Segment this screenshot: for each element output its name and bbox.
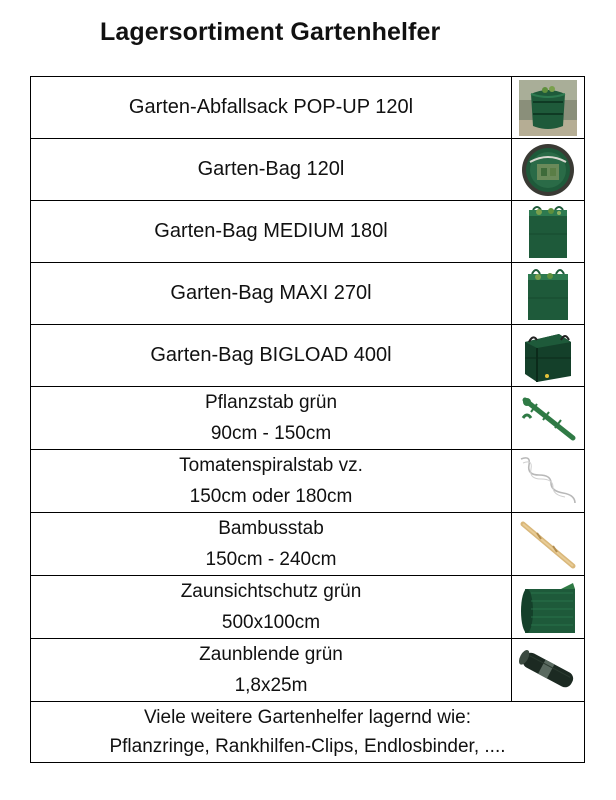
product-size: 150cm - 240cm bbox=[205, 549, 337, 570]
product-table bbox=[30, 76, 585, 763]
product-name: Bambusstab bbox=[218, 518, 324, 539]
table-row bbox=[31, 263, 585, 325]
page-title: Lagersortiment Gartenhelfer bbox=[100, 18, 441, 46]
table-row bbox=[31, 139, 585, 201]
table-row bbox=[31, 576, 585, 639]
plant-stake-photo-icon bbox=[512, 387, 585, 450]
product-label bbox=[31, 139, 512, 201]
product-name: Garten-Bag MAXI 270l bbox=[170, 282, 372, 304]
product-name: Garten-Bag 120l bbox=[197, 158, 345, 180]
product-name: Zaunblende grün bbox=[199, 644, 343, 665]
table-row bbox=[31, 639, 585, 702]
green-garden-bag-photo-icon bbox=[512, 263, 585, 325]
product-size: 90cm - 150cm bbox=[210, 423, 332, 444]
folded-garden-bag-photo-icon bbox=[512, 139, 585, 201]
product-label bbox=[31, 513, 512, 576]
product-size: 1,8x25m bbox=[234, 675, 308, 696]
popup-garden-bag-photo-icon bbox=[512, 77, 585, 139]
product-size: 500x100cm bbox=[221, 612, 321, 633]
product-name: Zaunsichtschutz grün bbox=[180, 581, 362, 602]
footer-line-2: Pflanzringe, Rankhilfen-Clips, Endlosbinder, .... bbox=[109, 736, 506, 757]
product-name: Tomatenspiralstab vz. bbox=[179, 455, 363, 476]
product-size: 150cm oder 180cm bbox=[189, 486, 353, 507]
product-label bbox=[31, 77, 512, 139]
table-row bbox=[31, 450, 585, 513]
product-label bbox=[31, 325, 512, 387]
product-label bbox=[31, 639, 512, 702]
table-row bbox=[31, 387, 585, 450]
table-row bbox=[31, 325, 585, 387]
table-row bbox=[31, 702, 585, 763]
fence-screen-roll-photo-icon bbox=[512, 639, 585, 702]
bamboo-stick-photo-icon bbox=[512, 513, 585, 576]
green-garden-bag-photo-icon bbox=[512, 201, 585, 263]
product-label bbox=[31, 450, 512, 513]
footer-line-1: Viele weitere Gartenhelfer lagernd wie: bbox=[143, 707, 472, 728]
product-label bbox=[31, 576, 512, 639]
footer-note bbox=[31, 702, 585, 763]
product-name: Garten-Bag MEDIUM 180l bbox=[154, 220, 388, 242]
product-name: Garten-Bag BIGLOAD 400l bbox=[150, 344, 392, 366]
product-label bbox=[31, 387, 512, 450]
table-row bbox=[31, 77, 585, 139]
bigload-bag-photo-icon bbox=[512, 325, 585, 387]
table-row bbox=[31, 201, 585, 263]
product-name: Pflanzstab grün bbox=[204, 392, 338, 413]
product-name: Garten-Abfallsack POP-UP 120l bbox=[128, 96, 414, 118]
privacy-screen-roll-photo-icon bbox=[512, 576, 585, 639]
product-label bbox=[31, 201, 512, 263]
table-row bbox=[31, 513, 585, 576]
spiral-stake-photo-icon bbox=[512, 450, 585, 513]
product-label bbox=[31, 263, 512, 325]
